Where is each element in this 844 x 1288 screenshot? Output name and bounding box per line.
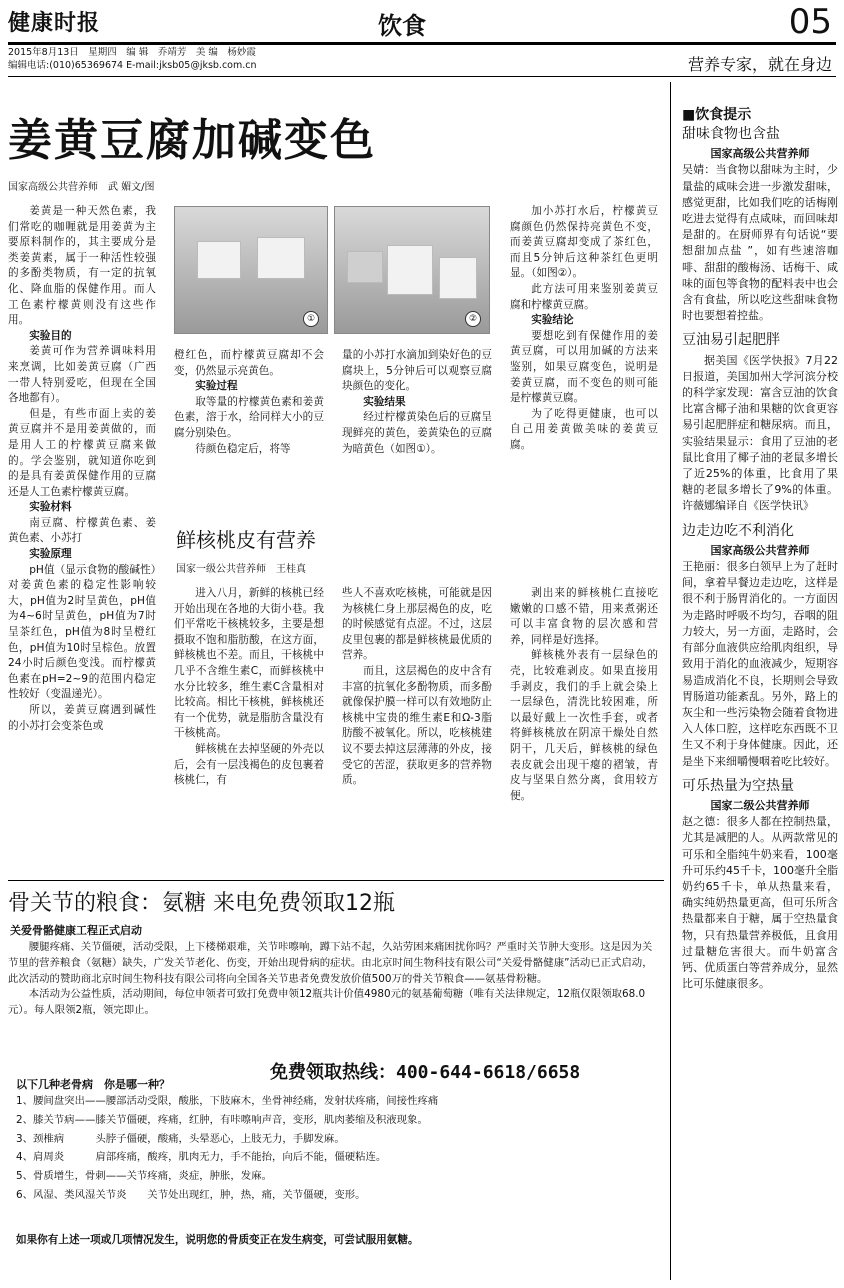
article2-column-2 <box>342 586 492 789</box>
tofu-photo-2 <box>334 206 490 334</box>
paragraph: 所以，姜黄豆腐遇到碱性的小苏打会变茶色或 <box>8 704 156 732</box>
sidebar-column <box>682 124 838 992</box>
paragraph: 姜黄是一种天然色素，我们常吃的咖喱就是用姜黄为主要原料制作的，其主要成分是类姜黄素，属于一种活性较强的多酚类物质，有一定的抗氧化、降血脂的保健作用。而人工色素柠檬黄则没有这些作用。 <box>8 205 156 327</box>
page-number: 05 <box>788 2 832 42</box>
ad-symptom-list <box>16 1094 656 1207</box>
masthead-rule <box>8 42 836 45</box>
ad-paragraph: 本活动为公益性质，活动期间，每位申领者可致打免费申领12瓶共计价值4980元的氨基葡萄糖（唯有关法律规定，12瓶仅限领取68.0元）。每人限领2瓶，领完即止。 <box>8 988 646 1017</box>
sidebar-divider <box>670 82 671 1280</box>
tofu-block <box>197 241 241 279</box>
paragraph: 要想吃到有保健作用的姜黄豆腐，可以用加碱的方法来鉴别，如果豆腐变色，说明是姜黄豆腐，而不变色的则可能是柠檬黄豆腐。 <box>510 329 658 405</box>
paragraph: 鲜核桃外表有一层绿色的壳，比较难剥皮。如果直接用手剥皮，我们的手上就会染上一层绿色，清洗比较困难，所以最好戴上一次性手套，或者将鲜核桃放在阴凉干燥处自然阴干，几天后，鲜核桃的绿色表皮就会出现干瘪的褶皱，青皮与坚果自然分离，食用较方便。 <box>510 649 658 802</box>
tofu-photo-1 <box>174 206 328 334</box>
paragraph: 量的小苏打水滴加到染好色的豆腐块上，5分钟后可以观察豆腐块颜色的变化。 <box>342 349 492 393</box>
ad-title: 骨关节的粮食：氨糖 来电免费领取12瓶 <box>8 891 395 916</box>
paragraph: 而且，这层褐色的皮中含有丰富的抗氧化多酚物质，而多酚就像保护膜一样可以有效地防止核桃中宝贵的维生素E和Ω-3脂肪酸不被氧化。所以，吃核桃建议不要去掉这层薄薄的外皮，接受它的苦涩，获取更多的营养物质。 <box>342 664 492 787</box>
article1-column-1 <box>8 204 156 734</box>
ad-question: 以下几种老骨病 你是哪一种？ <box>16 1078 170 1091</box>
hotline: 免费领取热线：400-644-6618/6658 <box>270 1062 581 1083</box>
ad-top-rule <box>8 880 664 881</box>
sidebar-item-title: 豆油易引起肥胖 <box>682 332 780 349</box>
tofu-block <box>347 251 383 283</box>
paragraph: 姜黄可作为营养调味料用来烹调，比如姜黄豆腐（广西一带人特别爱吃，但现在全国各地都有）。 <box>8 345 156 405</box>
paragraph: 为了吃得更健康，也可以自己用姜黄做美味的姜黄豆腐。 <box>510 407 658 451</box>
sidebar-item-text: 据美国《医学快报》7月22日报道，美国加州大学河滨分校的科学家发现：富含豆油的饮食比富含椰子油和果糖的饮食更容易引起肥胖症和糖尿病。而且，实验结果显示：食用了豆油的老鼠比食用了椰子油的老鼠多增长了近25%的体重，比食用了果糖的老鼠多增长了9%的体重。许薇娜编译自《医学快讯》 <box>682 353 838 513</box>
newspaper-logo: 健康时报 <box>8 10 101 36</box>
article2-column-1 <box>174 586 324 789</box>
subheading: 实验结论 <box>531 314 574 327</box>
article1-byline: 国家高级公共营养师 武 媚文/图 <box>8 182 155 193</box>
paragraph: 取等量的柠檬黄色素和姜黄色素，溶于水，给同样大小的豆腐分别染色。 <box>174 395 324 439</box>
article1-headline: 姜黄豆腐加碱变色 <box>8 115 376 166</box>
ad-footer: 如果你有上述一项或几项情况发生，说明您的骨质变正在发生病变，可尝试服用氨糖。 <box>16 1234 419 1246</box>
ad-list-item: 3、颈椎病 头脖子僵硬，酸痛，头晕恶心，上肢无力，手脚发麻。 <box>16 1132 345 1145</box>
sidebar-item-title: 甜味食物也含盐 <box>682 126 780 142</box>
sidebar-item-author: 国家高级公共营养师 <box>710 543 810 557</box>
article2-column-3 <box>510 586 658 804</box>
sidebar-header: ■饮食提示 <box>682 107 752 123</box>
paragraph: 待颜色稳定后，将等 <box>195 442 291 455</box>
paragraph: 些人不喜欢吃核桃，可能就是因为核桃仁身上那层褐色的皮，吃的时候感觉有点涩。不过，这层皮里包裹的都是鲜核桃最优质的营养。 <box>342 587 492 662</box>
ad-list-item: 6、风湿、类风湿关节炎 关节处出现红，肿，热，痛，关节僵硬，变形。 <box>16 1188 366 1201</box>
tofu-block <box>257 237 305 279</box>
paragraph: 经过柠檬黄染色后的豆腐呈现鲜亮的黄色，姜黄染色的豆腐为暗黄色（如图①）。 <box>342 411 492 455</box>
article2-headline: 鲜核桃皮有营养 <box>176 528 316 552</box>
sidebar-item-title: 边走边吃不利消化 <box>682 522 794 539</box>
paragraph: 橙红色，而柠檬黄豆腐却不会变，仍然显示亮黄色。 <box>174 349 324 377</box>
ad-list-item: 2、膝关节病——膝关节僵硬，疼痛，红肿，有咔嚓响声音，变形，肌肉萎缩及积液现象。 <box>16 1113 428 1126</box>
subheading: 实验结果 <box>363 395 406 408</box>
article1-column-3 <box>342 348 492 457</box>
sidebar-item-title: 可乐热量为空热量 <box>682 777 794 794</box>
sidebar-item-author: 国家高级公共营养师 <box>710 147 810 161</box>
contact-line: 编辑电话:(010)65369674 E-mail:jksb05@jksb.com.cn <box>8 60 257 71</box>
paragraph: 剥出来的鲜核桃仁直接吃嫩嫩的口感不错，用来煮粥还可以丰富食物的层次感和营养，同样是好选择。 <box>510 587 658 646</box>
article2-byline: 国家一级公共营养师 王桂真 <box>176 564 306 575</box>
subheading: 实验原理 <box>29 548 72 561</box>
paragraph: 但是，有些市面上卖的姜黄豆腐并不是用姜黄做的，而是用人工的柠檬黄豆腐来做的。学会鉴别，就知道你吃到的是具有姜黄保健作用的豆腐还是人工色素柠檬黄豆腐。 <box>8 407 156 498</box>
ad-body <box>8 940 662 1019</box>
slogan: 营养专家，就在身边 <box>687 55 832 74</box>
ad-subtitle: 关爱骨骼健康工程正式启动 <box>10 924 142 937</box>
tofu-block <box>439 257 477 299</box>
sidebar-item-text: 赵之德：很多人都在控制热量，尤其是减肥的人。从两款常见的可乐和全脂纯牛奶来看，100毫升可乐约45千卡，100毫升全脂奶约65千卡，单从热量来看，确实纯奶热量更高，但可乐所含热量都来自于糖，属于空热量食物，只有热量营养极低，且食用过量糖危害很大。而牛奶富含钙、优质蛋白等营养成分，显然比可乐健康很多。 <box>682 815 838 991</box>
masthead-bottom-rule <box>8 76 836 77</box>
sidebar-item-text: 吴婧：当食物以甜味为主时，少量盐的咸味会进一步激发甜味，感觉更甜，比如我们吃的话梅刚吃进去觉得有点咸味，而回味却是甜的。在厨师界有句话说“要想甜加点盐 ”，如有些速溶咖啡、甜甜的酸梅汤、话梅干、咸味的面包等食物的配料表中也会含有食盐，所以吃这些甜味食物时也要想着控盐。 <box>682 163 838 323</box>
subheading: 实验材料 <box>29 501 72 514</box>
section-title: 饮食 <box>378 12 426 40</box>
article1-column-4 <box>510 204 658 454</box>
paragraph: 加小苏打水后，柠檬黄豆腐颜色仍然保持亮黄色不变，而姜黄豆腐却变成了茶红色，而且5分钟后这种茶红色更明显。（如图②）。 <box>510 205 658 280</box>
sidebar-item-author: 国家二级公共营养师 <box>710 798 810 812</box>
paragraph: 南豆腐、柠檬黄色素、姜黄色素、小苏打 <box>8 516 156 545</box>
photo-tag: ① <box>303 311 319 327</box>
ad-list-item: 1、腰间盘突出——腰部活动受限，酸胀，下肢麻木，坐骨神经痛，发射状疼痛，间接性疼痛 <box>16 1095 439 1107</box>
ad-list-item: 5、骨质增生，骨刺——关节疼痛，炎症，肿胀，发麻。 <box>16 1170 272 1183</box>
ad-paragraph: 腰腿疼痛、关节僵硬，活动受限，上下楼梯艰难，关节咔嚓响，蹲下站不起，久站劳困来痛困扰你吗？严重时关节肿大变形。这是因为关节里的营养粮食（氨糖）缺失，广发关节老化、伤变，开始出现骨病的症状。由北京时间生物科技有限公司“关爱骨骼健康”活动已正式启动，此次活动的赞助商北京时间生物科技有限公司将向全国各关节患者免费发放价值500万的骨关节粮食——氨基骨粉糖。 <box>8 941 653 985</box>
paragraph: 鲜核桃在去掉坚硬的外壳以后，会有一层浅褐色的皮包裹着核桃仁，有 <box>174 742 324 787</box>
subheading: 实验目的 <box>29 329 72 342</box>
ad-list-item: 4、肩周炎 肩部疼痛，酸疼，肌肉无力，手不能抬，向后不能，僵硬粘连。 <box>16 1151 387 1164</box>
sidebar-item-text: 王艳丽：很多白领早上为了赶时间，拿着早餐边走边吃，这样是很不利于肠胃消化的。一方面因为走路时呼吸不均匀，吞咽的阻力较大，另一方面，走路时，会有部分血液供应给肌肉组织，导致用于消化的血液减少，短期容易造成消化不良，长期则会导致胃肠道功能紊乱。另外，路上的灰尘和一些污染物会随着食物进入人体口腔，这样吃东西既不卫生又不利于身体健康。因此，还是坐下来细嚼慢咽着吃比较好。 <box>682 560 838 768</box>
subheading: 实验过程 <box>195 380 238 393</box>
paragraph: 进入八月，新鲜的核桃已经开始出现在各地的大街小巷。我们平常吃干核桃较多，主要是想摄取不饱和脂肪酸，在这方面，鲜核桃也不差。而且，干核桃中几乎不含维生素C，而鲜核桃中水分比较多，维生素C含量相对比较高。相比干核桃，鲜核桃还有一个优势，就是脂肪含量没有干核桃高。 <box>174 587 324 740</box>
photo-tag: ② <box>465 311 481 327</box>
article1-column-2 <box>174 348 324 457</box>
date-line: 2015年8月13日 星期四 编 辑 乔靖芳 美 编 杨妙霞 <box>8 47 256 58</box>
paragraph: pH值（显示食物的酸碱性）对姜黄色素的稳定性影响较大，pH值为2时呈黄色，pH值为4~6时呈黄色，pH值为7时呈茶红色，pH值为8时呈橙红色，pH值为10时呈棕色。放置24小时后颜色变浅。而柠檬黄色素在pH=2~9的范围内稳定性较好（变温递光）。 <box>8 563 156 701</box>
tofu-block <box>387 245 433 295</box>
paragraph: 此方法可用来鉴别姜黄豆腐和柠檬黄豆腐。 <box>510 282 658 311</box>
